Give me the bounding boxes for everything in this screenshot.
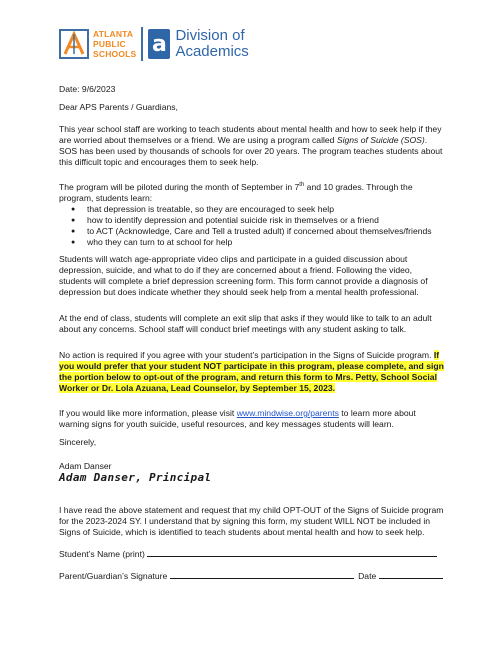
list-item: ● to ACT (Acknowledge, Care and Tell a trusted adult) if concerned about themselves/friends	[59, 226, 445, 237]
paragraph-exit-slip	[59, 313, 445, 335]
paragraph-intro	[59, 124, 445, 168]
paragraph-video	[59, 254, 445, 298]
list-item: ● that depression is treatable, so they are encouraged to seek help	[59, 204, 445, 215]
list-item: ● who they can turn to at school for help	[59, 237, 445, 248]
paragraph-program	[59, 180, 445, 248]
opt-out-statement-text: I have read the above statement and request that my child OPT-OUT of the Signs of Suicide program for the 2023-2024 SY. I understand that by signing this form, my student WILL NOT be included in Signs of Suicide, which is identified to teach students about mental health and how to seek help.	[59, 505, 444, 537]
date-field[interactable]	[379, 570, 443, 579]
paragraph-video-text: Students will watch age-appropriate video clips and participate in a guided discussion about depression, suicide, and what to do if they are concerned about a friend. Following the video, students will complete a brief depression screening form. This form cannot provide a diagnosis of depression but does indicate whether they should seek help from a mental health professional.	[59, 254, 428, 297]
program-start: The program will be piloted during the month of September in 7	[59, 181, 300, 192]
paragraph-exit-slip-text: At the end of class, students will complete an exit slip that asks if they would like to talk to an adult about any concerns. School staff will conduct brief meetings with any student asking to talk.	[59, 313, 432, 334]
paragraph-more-info	[59, 408, 445, 430]
grade-superscript: th	[299, 182, 305, 188]
aps-wordmark	[93, 29, 136, 59]
aps-logo-icon	[59, 29, 89, 59]
learning-list	[59, 204, 445, 248]
mindwise-link[interactable]: www.mindwise.org/parents	[236, 408, 339, 418]
student-name-label: Student’s Name (print)	[59, 549, 145, 559]
date-label: Date	[358, 571, 377, 581]
signer-name: Adam Danser	[59, 461, 112, 471]
letter-date	[59, 84, 445, 95]
paragraph-opt-out	[59, 350, 445, 394]
division-a-icon: a	[148, 29, 170, 59]
parent-signature-label: Parent/Guardian’s Signature	[59, 571, 168, 581]
signature: Adam Danser, Principal	[59, 471, 212, 484]
closing	[59, 437, 445, 448]
parent-signature-field[interactable]	[170, 570, 354, 579]
division-line-2: Academics	[175, 43, 249, 60]
intro-end: . SOS has been used by thousands of schools for over 20 years. The program teaches students about this difficult topic and encourages them to seek help.	[59, 135, 443, 167]
logo-line-1: ATLANTA	[93, 29, 134, 39]
more-info-end: to learn more about warning signs for youth suicide, useful resources, and key messages students will learn.	[59, 408, 416, 429]
student-name-field[interactable]	[147, 548, 437, 557]
program-name: Signs of Suicide (SOS)	[336, 135, 425, 145]
logo-line-3: SCHOOLS	[93, 49, 137, 59]
logo-line-2: PUBLIC	[93, 39, 126, 49]
program-end: and 10 grades. Through the program, students learn:	[59, 181, 413, 203]
header-logo	[59, 22, 249, 66]
division-wordmark	[175, 28, 248, 60]
intro-start: This year school staff are working to teach students about mental health and how to seek help if they are worried about themselves or a friend. We are using a program called	[59, 124, 442, 145]
salutation	[59, 102, 445, 113]
salutation-text: Dear APS Parents / Guardians,	[59, 102, 178, 112]
paragraph-more-info-text	[59, 408, 445, 430]
parent-signature-row	[59, 570, 445, 582]
paragraph-intro-text	[59, 124, 445, 168]
more-info-start: If you would like more information, please visit	[59, 408, 237, 418]
signer-block	[59, 461, 445, 483]
student-name-row	[59, 548, 445, 560]
opt-out-statement	[59, 505, 445, 538]
opt-out-start: No action is required if you agree with your student’s participation in the Signs of Suicide program.	[59, 350, 434, 360]
paragraph-program-text	[59, 180, 445, 204]
closing-text: Sincerely,	[59, 437, 97, 447]
list-item: ● how to identify depression and potential suicide risk in themselves or a friend	[59, 215, 445, 226]
division-line-1: Division of	[175, 27, 245, 44]
opt-out-highlight: If you would prefer that your student NOT participate in this program, please complete, and sign the portion below to opt-out of the program, and return this form to Mrs. Petty, School Social Worker or Dr. Lola Azuana, Lead Counselor, by September 15, 2023.	[59, 350, 444, 393]
date-text: Date: 9/6/2023	[59, 84, 116, 94]
logo-divider	[141, 27, 143, 61]
paragraph-opt-out-text	[59, 350, 445, 394]
